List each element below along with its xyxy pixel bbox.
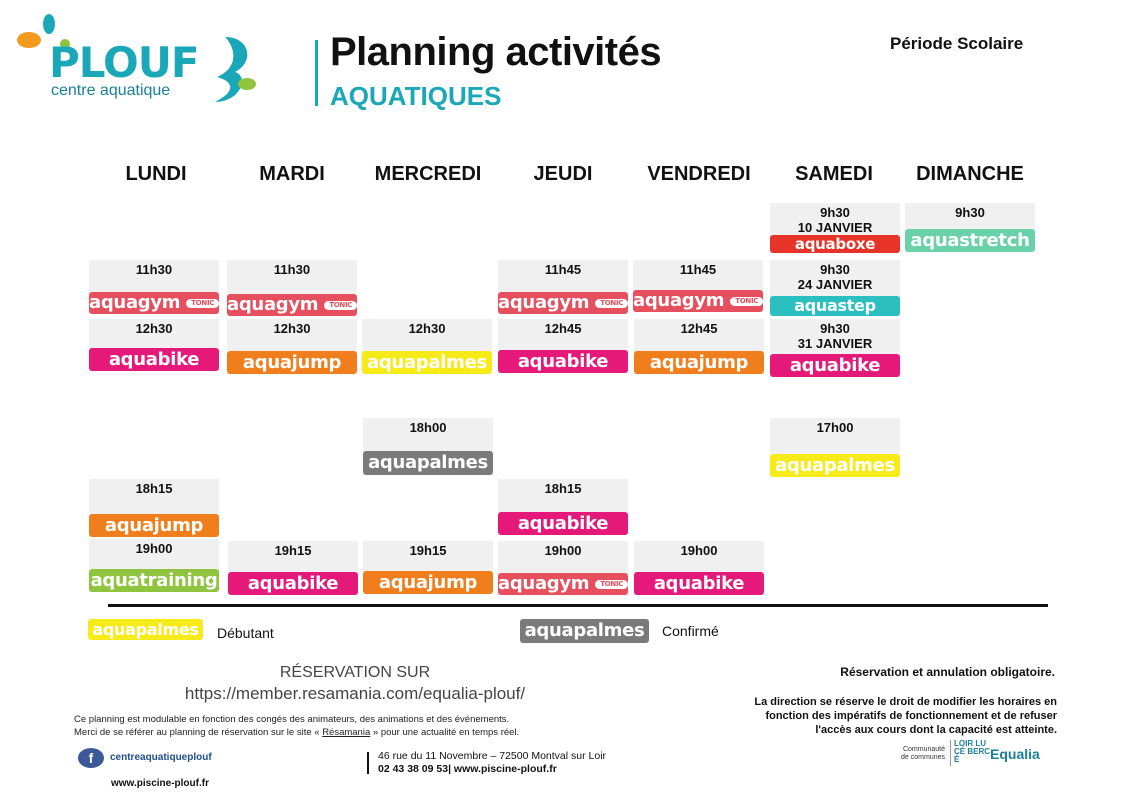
session-tue-jump[interactable]: [227, 319, 357, 374]
day-saturday: SAMEDI: [795, 163, 873, 185]
session-tue-gym[interactable]: [227, 260, 357, 316]
session-time: 11h45: [498, 260, 628, 292]
session-wed-jump-evening[interactable]: [363, 541, 493, 594]
logo-subtitle: centre aquatique: [51, 82, 171, 99]
session-sat-step[interactable]: [770, 260, 900, 316]
session-tue-bike-evening[interactable]: [228, 541, 358, 595]
session-time: 18h00: [363, 418, 493, 451]
activity-badge: aquapalmes: [770, 454, 900, 477]
session-time: 12h30: [89, 319, 219, 348]
phone-website: 02 43 38 09 53| www.piscine-plouf.fr: [378, 763, 557, 775]
tonic-tag: TONIC: [730, 297, 763, 306]
session-thu-gym-evening[interactable]: [498, 541, 628, 595]
session-time: 18h15: [89, 479, 219, 514]
planning-note: Ce planning est modulable en fonction des congés des animateurs, des animations et des événements. Merci de se référer au planning de réservation sur le site « Résamania » pour une actualité en temps réel.: [74, 714, 520, 738]
session-time: 19h00: [498, 541, 628, 573]
website-link[interactable]: www.piscine-plouf.fr: [111, 778, 209, 789]
session-time: 12h45: [634, 319, 764, 351]
reservation-title: RÉSERVATION SUR: [279, 664, 431, 681]
legend-confirmed-badge: aquapalmes: [520, 619, 649, 643]
activity-badge: aquagym TONIC: [227, 294, 357, 316]
session-time: 11h30: [89, 260, 219, 292]
session-fri-bike-evening[interactable]: [634, 541, 764, 595]
session-time: 9h30: [820, 205, 850, 220]
activity-badge: aquastep: [770, 296, 900, 316]
activity-badge: aquajump: [634, 351, 764, 374]
address: 46 rue du 11 Novembre – 72500 Montval sur Loir: [378, 750, 607, 762]
day-sunday: DIMANCHE: [916, 163, 1024, 185]
activity-badge: aquabike: [228, 572, 358, 595]
session-time: 12h45: [498, 319, 628, 350]
loir-luce-berce-logo: LOIR LUCÉ BERCÉ: [950, 740, 990, 766]
activity-badge: aquajump: [227, 351, 357, 374]
session-time: 11h30: [227, 260, 357, 294]
resamania-link[interactable]: Résamania: [322, 727, 371, 738]
reservation-note: Réservation et annulation obligatoire.: [840, 665, 1055, 679]
address-divider: [367, 752, 369, 774]
activity-badge: aquapalmes: [363, 451, 493, 475]
legend-beginner-label: Débutant: [217, 625, 274, 641]
session-mon-training[interactable]: [89, 539, 219, 592]
direction-note: La direction se réserve le droit de modifier les horaires en fonction des impératifs de fonctionnement et de refuser l'accès aux cours dont la capacité est atteinte.: [754, 696, 1057, 736]
session-sat-palmes-evening[interactable]: [770, 418, 900, 477]
page-subtitle: AQUATIQUES: [330, 81, 502, 111]
session-time: 9h30: [820, 262, 850, 277]
period-label: Période Scolaire: [890, 34, 1024, 53]
plouf-logo: [15, 12, 265, 107]
tonic-tag: TONIC: [324, 301, 357, 310]
wave-logo-icon: [205, 32, 265, 112]
activity-badge: aquabike: [498, 350, 628, 373]
logo-name: PLOUF: [49, 38, 199, 87]
session-date: 10 JANVIER: [797, 220, 873, 235]
equalia-logo: Equalia: [990, 746, 1040, 762]
session-thu-bike-evening[interactable]: [498, 479, 628, 535]
session-date: 24 JANVIER: [797, 277, 873, 292]
activity-badge: aquagym TONIC: [498, 573, 628, 595]
session-time: 19h15: [228, 541, 358, 572]
facebook-icon[interactable]: f: [78, 748, 104, 768]
session-time: 12h30: [227, 319, 357, 351]
tonic-tag: TONIC: [595, 580, 628, 589]
activity-badge: aquabike: [770, 354, 900, 377]
activity-badge: aquagym TONIC: [89, 292, 219, 314]
session-mon-bike[interactable]: [89, 319, 219, 371]
activity-badge: aquaboxe: [770, 235, 900, 253]
activity-badge: aquagym TONIC: [633, 290, 763, 312]
legend-confirmed-label: Confirmé: [662, 623, 719, 639]
day-monday: LUNDI: [125, 163, 187, 185]
activity-badge: aquatraining: [90, 570, 218, 591]
day-tuesday: MARDI: [259, 163, 325, 185]
session-thu-bike[interactable]: [498, 319, 628, 373]
session-time: 9h30: [905, 203, 1035, 229]
session-time: 19h00: [634, 541, 764, 572]
session-sun-stretch[interactable]: [905, 203, 1035, 252]
activity-badge: aquabike: [498, 512, 628, 535]
session-fri-jump[interactable]: [634, 319, 764, 374]
facebook-handle[interactable]: centreaquatiqueplouf: [110, 752, 212, 763]
session-wed-palmes[interactable]: [362, 319, 492, 374]
legend-beginner-badge: aquapalmes: [88, 619, 203, 640]
session-time: 19h00: [89, 539, 219, 569]
activity-badge: aquastretch: [905, 229, 1035, 252]
activity-badge: aquabike: [89, 348, 219, 371]
session-mon-jump-evening[interactable]: [89, 479, 219, 537]
session-date: 31 JANVIER: [797, 336, 873, 351]
page-title: Planning activités: [330, 30, 662, 74]
session-time: 11h45: [633, 260, 763, 290]
session-wed-palmes-evening[interactable]: [363, 418, 493, 475]
activity-badge: aquabike: [634, 572, 764, 595]
session-time: 17h00: [770, 418, 900, 454]
activity-badge: aquapalmes: [362, 351, 492, 374]
session-sat-bike[interactable]: [770, 319, 900, 377]
session-time: 9h30: [820, 321, 850, 336]
activity-badge: aquagym TONIC: [498, 292, 628, 314]
section-divider: [108, 604, 1048, 607]
title-divider: [315, 40, 318, 106]
activity-badge: aquajump: [89, 514, 219, 537]
session-sat-boxe[interactable]: [770, 203, 900, 253]
day-thursday: JEUDI: [533, 163, 593, 185]
tonic-tag: TONIC: [186, 299, 219, 308]
reservation-link[interactable]: https://member.resamania.com/equalia-plouf/: [184, 684, 526, 703]
day-friday: VENDREDI: [647, 163, 751, 185]
session-thu-gym[interactable]: [498, 260, 628, 314]
session-time: 19h15: [363, 541, 493, 571]
session-time: 12h30: [362, 319, 492, 351]
partner-community-text: Communauté de communes: [901, 746, 945, 761]
session-mon-gym[interactable]: [89, 260, 219, 314]
activity-badge: aquajump: [363, 571, 493, 594]
session-fri-gym[interactable]: [633, 260, 763, 312]
tonic-tag: TONIC: [595, 299, 628, 308]
session-time: 18h15: [498, 479, 628, 512]
day-wednesday: MERCREDI: [374, 163, 482, 185]
